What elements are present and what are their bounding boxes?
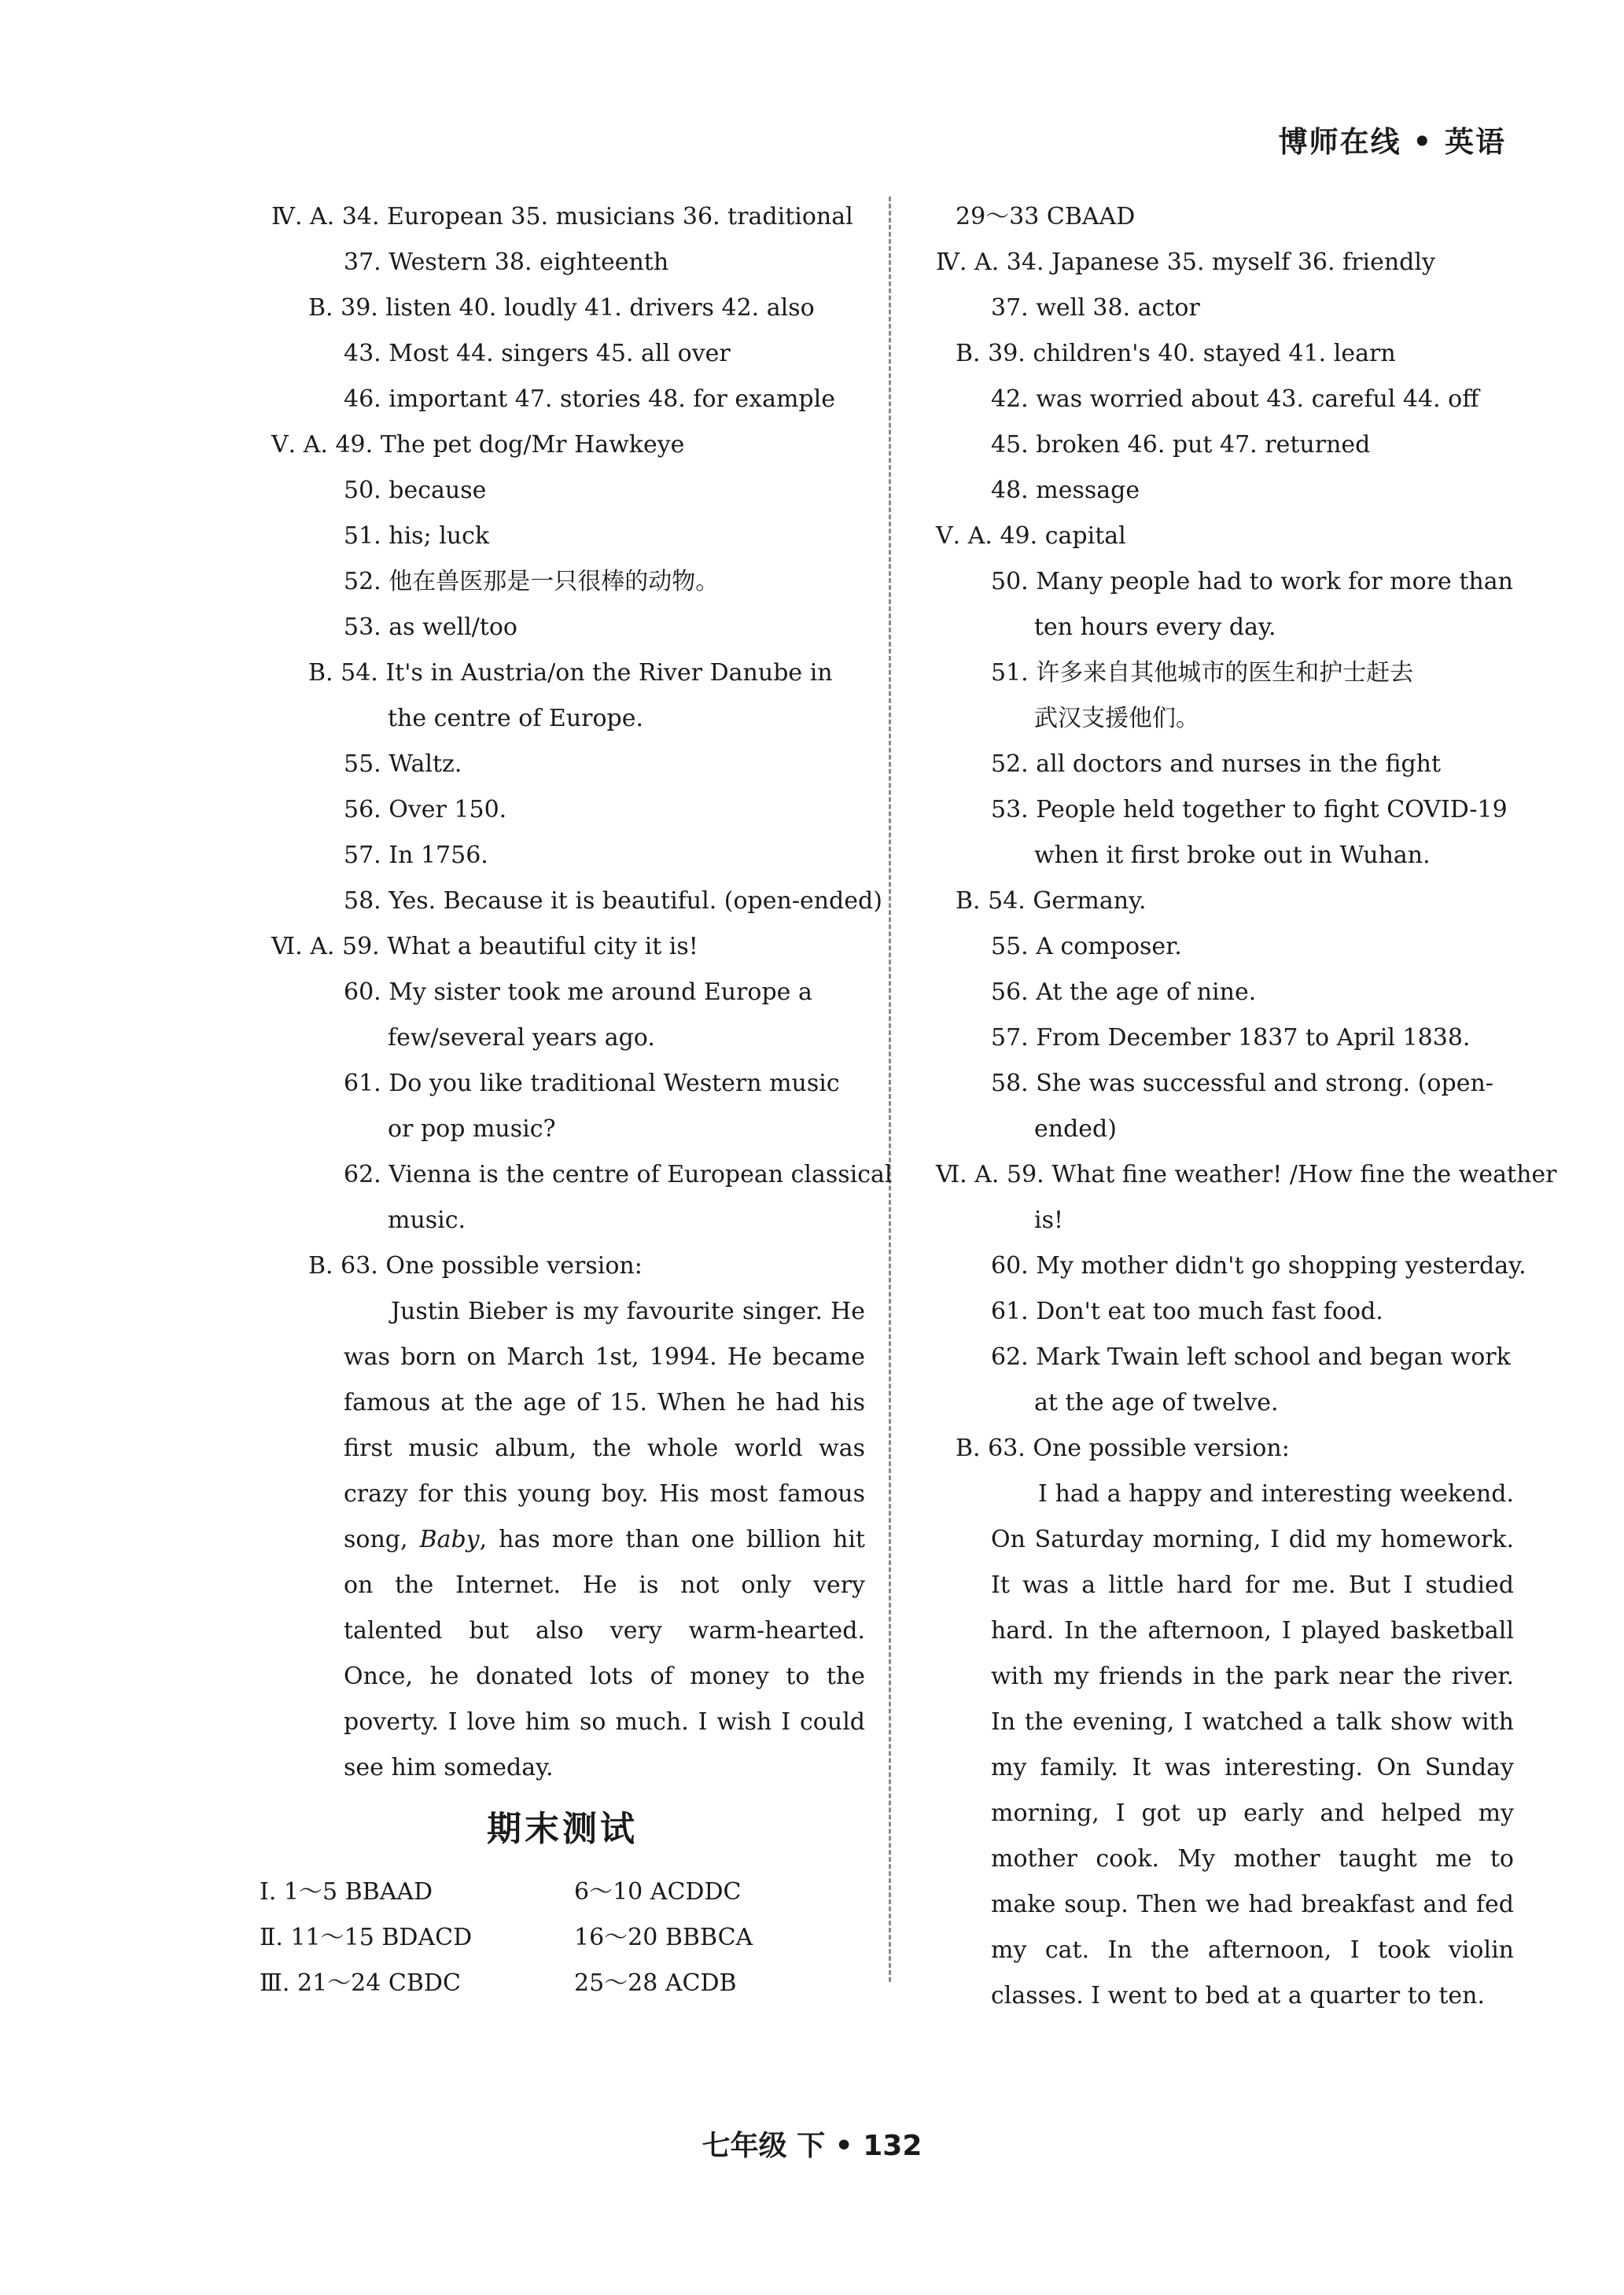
answer-line: 62. Mark Twain left school and began work <box>991 1343 1511 1371</box>
answer-line: 51. his; luck <box>344 522 490 550</box>
answer-line: Ⅵ. A. 59. What fine weather! /How fine the weather <box>936 1161 1557 1188</box>
answer-line: B. 63. One possible version: <box>956 1435 1290 1462</box>
essay-paragraph: I had a happy and interesting weekend. On Saturday morning, I did my homework. It was a little hard for me. But I studied hard. In the afternoon, I played basketball with my friends in the park near the river. In the evening, I watched a talk show with my family. It was interesting. On Sunday morning, I got up early and helped my mother cook. My mother taught me to make soup. Then we had breakfast and fed my cat. In the afternoon, I took violin classes. I went to bed at a quarter to ten. <box>991 1480 1514 2010</box>
page-footer: 七年级 下 • 132 <box>702 2130 922 2162</box>
answer-line: at the age of twelve. <box>1034 1389 1279 1416</box>
answer-key-cell: Ⅲ. 21～24 CBDC <box>260 1969 461 1997</box>
answer-line: Ⅳ. A. 34. Japanese 35. myself 36. friendly <box>936 249 1435 276</box>
answer-line: 60. My sister took me around Europe a <box>344 978 812 1006</box>
column-divider <box>889 197 891 1982</box>
answer-line: 55. A composer. <box>991 933 1182 960</box>
answer-line: 武汉支援他们。 <box>1034 705 1199 732</box>
answer-line: 53. People held together to fight COVID-19 <box>991 796 1508 823</box>
answer-line: 53. as well/too <box>344 613 517 641</box>
answer-line: 50. Many people had to work for more than <box>991 568 1513 595</box>
song-title: Baby <box>419 1526 480 1553</box>
answer-line: music. <box>388 1206 466 1234</box>
answer-line: B. 39. listen 40. loudly 41. drivers 42. also <box>308 294 815 322</box>
answer-line: 51. 许多来自其他城市的医生和护士赶去 <box>991 659 1414 687</box>
section-title: 期末测试 <box>487 1809 638 1849</box>
answer-key <box>260 1870 865 2006</box>
answer-line: 46. important 47. stories 48. for example <box>344 385 835 413</box>
answer-line: Ⅳ. A. 34. European 35. musicians 36. traditional <box>271 203 853 230</box>
answer-line: 60. My mother didn't go shopping yesterday. <box>991 1252 1526 1280</box>
answer-line: the centre of Europe. <box>388 705 644 732</box>
page-header: 博师在线 • 英语 <box>1278 125 1506 159</box>
answer-line: B. 39. children's 40. stayed 41. learn <box>956 340 1396 367</box>
answer-line: 37. well 38. actor <box>991 294 1200 322</box>
answer-line: 48. message <box>991 477 1140 504</box>
answer-line: 56. At the age of nine. <box>991 978 1257 1006</box>
answer-line: 37. Western 38. eighteenth <box>344 249 669 276</box>
answer-line: Ⅴ. A. 49. capital <box>936 522 1126 550</box>
answer-key-cell: 25～28 ACDB <box>574 1969 737 1997</box>
answer-line: 50. because <box>344 477 487 504</box>
answer-line: 57. From December 1837 to April 1838. <box>991 1024 1471 1052</box>
answer-line: 52. all doctors and nurses in the fight <box>991 750 1442 778</box>
answer-line: when it first broke out in Wuhan. <box>1034 842 1431 869</box>
answer-line: 52. 他在兽医那是一只很棒的动物。 <box>344 568 720 595</box>
answer-line: 43. Most 44. singers 45. all over <box>344 340 731 367</box>
answer-line: is! <box>1034 1206 1064 1234</box>
answer-key-cell: Ⅱ. 11～15 BDACD <box>260 1924 473 1951</box>
answer-line: 61. Don't eat too much fast food. <box>991 1298 1383 1325</box>
left-column <box>260 194 893 2006</box>
answer-line: 29～33 CBAAD <box>956 203 1136 230</box>
answer-line: few/several years ago. <box>388 1024 655 1052</box>
answer-line: or pop music? <box>388 1115 556 1143</box>
answer-line: 56. Over 150. <box>344 796 507 823</box>
answer-line: Ⅴ. A. 49. The pet dog/Mr Hawkeye <box>271 431 685 459</box>
answer-line: Ⅵ. A. 59. What a beautiful city it is! <box>271 933 698 960</box>
answer-line: 42. was worried about 43. careful 44. off <box>991 385 1479 413</box>
answer-line: 58. Yes. Because it is beautiful. (open-ended) <box>344 887 882 915</box>
answer-line: 55. Waltz. <box>344 750 462 778</box>
answer-line: ended) <box>1034 1115 1117 1143</box>
answer-line: ten hours every day. <box>1034 613 1276 641</box>
answer-line: B. 63. One possible version: <box>308 1252 643 1280</box>
essay-paragraph: Justin Bieber is my favourite singer. He was born on March 1st, 1994. He became famous at the age of 15. When he had his first music album, the whole world was crazy for this young boy. His most famous song, Baby, has more than one billion hit on the Internet. He is not only very talented but also very warm-hearted. Once, he donated lots of money to the poverty. I love him so much. I wish I could see him someday. <box>344 1298 865 1781</box>
answer-line: 58. She was successful and strong. (open- <box>991 1070 1493 1097</box>
answer-line: B. 54. It's in Austria/on the River Danube in <box>308 659 833 687</box>
answer-key-cell: Ⅰ. 1～5 BBAAD <box>260 1878 433 1906</box>
answer-line: B. 54. Germany. <box>956 887 1147 915</box>
right-column <box>936 194 1557 2019</box>
answer-line: 61. Do you like traditional Western music <box>344 1070 840 1097</box>
answer-key-cell: 16～20 BBBCA <box>574 1924 753 1951</box>
answer-line: 62. Vienna is the centre of European classical <box>344 1161 893 1188</box>
answer-key-cell: 6～10 ACDDC <box>574 1878 742 1906</box>
answer-line: 45. broken 46. put 47. returned <box>991 431 1371 459</box>
answer-line: 57. In 1756. <box>344 842 488 869</box>
